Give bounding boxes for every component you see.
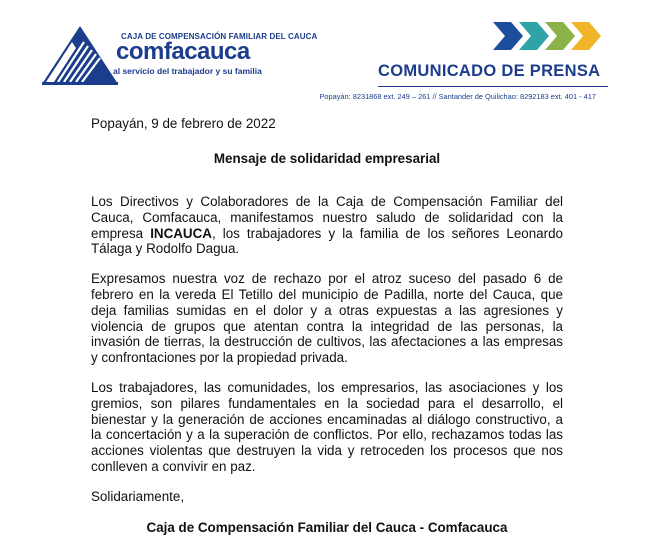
paragraph-2: Expresamos nuestra voz de rechazo por el atroz suceso del pasado 6 de febrero en la vereda El Tetillo del municipio de Padilla, norte del Cauca, que deja familias sumidas en el dolor y a otras expuestas a las agresiones y violencia de grupos que atentan contra la integridad de las personas, la invasión de tierras, la destrucción de cultivos, las afectaciones a las empresas y confrontaciones por la propiedad privada. <box>91 271 563 366</box>
org-brand-name: comfacauca <box>116 38 250 65</box>
paragraph-1-start: Los Directivos y Colaboradores de la Caja de Compensación Familiar del Cauca, Comfacauca, manifestamos nuestro saludo de solidaridad con la empresa <box>91 194 563 241</box>
paragraph-3: Los trabajadores, las comunidades, los empresarios, las asociaciones y los gremios, son pilares fundamentales en la sociedad para el desarrollo, el bienestar y la generación de acciones encaminadas al diálogo constructivo, a la concertación y a la superación de conflictos. Por ello, rechazamos todas las acciones violentas que destruyen la vida y retroceden los procesos que nos conlleven a convivir en paz. <box>91 379 563 474</box>
org-tagline: al servicio del trabajador y su familia <box>113 66 262 76</box>
letter-body <box>91 116 563 535</box>
letter-title: Mensaje de solidaridad empresarial <box>213 151 441 166</box>
press-release-title: COMUNICADO DE PRENSA <box>378 62 601 80</box>
paragraph-1 <box>91 194 563 257</box>
letter-closing: Solidariamente, <box>91 488 185 504</box>
comfacauca-logo-icon <box>40 24 120 86</box>
contact-phones: Popayán: 8231868 ext. 249 – 261 // Santander de Quilichao: 8292183 ext. 401 - 417 <box>319 92 596 101</box>
letter-signature: Caja de Compensación Familiar del Cauca - Comfacauca <box>146 519 508 535</box>
chevron-arrows-icon <box>493 20 605 52</box>
header-divider <box>378 86 608 87</box>
letterhead <box>0 0 656 112</box>
org-full-name: CAJA DE COMPENSACIÓN FAMILIAR DEL CAUCA <box>121 32 318 41</box>
paragraph-1-end: , los trabajadores y la familia de los señores Leonardo Tálaga y Rodolfo Dagua. <box>91 225 563 257</box>
paragraph-1-company: INCAUCA <box>150 225 212 241</box>
letter-date: Popayán, 9 de febrero de 2022 <box>91 116 276 131</box>
